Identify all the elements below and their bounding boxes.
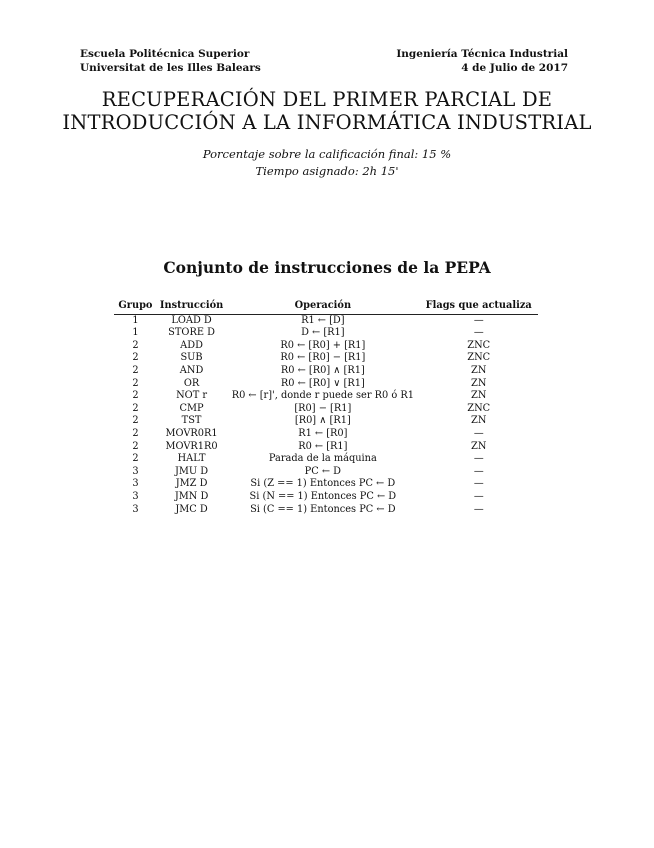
table-row [114, 466, 538, 479]
operation-cell: Parada de la máquina [268, 453, 377, 465]
instruction-cell: JMN D [174, 490, 209, 502]
table-row [114, 365, 538, 378]
group-cell: 1 [132, 314, 139, 326]
operation-cell: R0 ← [R0] − [R1] [280, 352, 366, 364]
flags-cell: — [473, 314, 484, 326]
operation-cell: Si (C == 1) Entonces PC ← D [250, 503, 396, 515]
table-row [114, 441, 538, 454]
table-row [114, 415, 538, 428]
university-name: Universitat de les Illes Balears [80, 62, 261, 74]
instruction-cell: NOT r [176, 390, 208, 402]
operation-cell: R0 ← [r]', donde r puede ser R0 ó R1 [231, 390, 414, 402]
table-row [114, 478, 538, 491]
flags-cell: ZN [471, 390, 487, 402]
column-header-operation: Operación [294, 300, 352, 311]
degree-name: Ingeniería Técnica Industrial [396, 48, 568, 60]
exam-title [0, 88, 654, 134]
table-row [114, 504, 538, 517]
group-cell: 2 [132, 364, 139, 376]
operation-cell: R0 ← [R1] [298, 440, 348, 452]
instruction-cell: JMC D [175, 503, 208, 515]
operation-cell: Si (Z == 1) Entonces PC ← D [250, 478, 396, 490]
group-cell: 2 [132, 415, 139, 427]
table-row [114, 314, 538, 327]
group-cell: 2 [132, 390, 139, 402]
instruction-cell: OR [183, 377, 200, 389]
instruction-cell: ADD [180, 339, 203, 351]
group-cell: 3 [132, 465, 139, 477]
exam-title-line1: RECUPERACIÓN DEL PRIMER PARCIAL DE [101, 88, 553, 111]
instruction-cell: TST [181, 415, 202, 427]
operation-cell: R0 ← [R0] ∨ [R1] [280, 377, 365, 389]
table-row [114, 403, 538, 416]
operation-cell: R0 ← [R0] ∧ [R1] [280, 364, 365, 376]
grade-percentage: Porcentaje sobre la calificación final: 15 % [202, 147, 452, 161]
flags-cell: — [473, 465, 484, 477]
table-row [114, 491, 538, 504]
table-row [114, 352, 538, 365]
flags-cell: — [473, 478, 484, 490]
flags-cell: ZNC [467, 352, 491, 364]
instruction-cell: CMP [179, 402, 204, 414]
header-right [396, 47, 568, 75]
flags-cell: — [473, 453, 484, 465]
operation-cell: [R0] ∧ [R1] [294, 415, 351, 427]
operation-cell: PC ← D [304, 465, 342, 477]
table-row [114, 428, 538, 441]
instruction-cell: HALT [177, 453, 206, 465]
operation-cell: [R0] − [R1] [294, 402, 352, 414]
school-name: Escuela Politécnica Superior [80, 48, 250, 60]
operation-cell: D ← [R1] [301, 327, 345, 339]
table-row [114, 453, 538, 466]
operation-cell: Si (N == 1) Entonces PC ← D [249, 490, 397, 502]
column-header-instruction: Instrucción [159, 300, 224, 311]
operation-cell: R1 ← [D] [301, 314, 345, 326]
table-row [114, 378, 538, 391]
flags-cell: ZN [471, 415, 487, 427]
table-row [114, 390, 538, 403]
header-left [80, 47, 261, 75]
instruction-cell: AND [179, 364, 204, 376]
section-title: Conjunto de instrucciones de la PEPA [163, 258, 491, 277]
operation-cell: R1 ← [R0] [298, 427, 348, 439]
instruction-cell: STORE D [168, 327, 215, 339]
flags-cell: ZNC [467, 402, 491, 414]
group-cell: 2 [132, 427, 139, 439]
table-row [114, 327, 538, 340]
flags-cell: ZN [471, 440, 487, 452]
flags-cell: ZN [471, 377, 487, 389]
group-cell: 3 [132, 503, 139, 515]
instruction-table-body [114, 314, 538, 516]
flags-cell: — [473, 490, 484, 502]
flags-cell: ZN [471, 364, 487, 376]
table-header-row [114, 300, 538, 314]
group-cell: 1 [132, 327, 139, 339]
table-row [114, 340, 538, 353]
operation-cell: R0 ← [R0] + [R1] [280, 339, 366, 351]
column-header-flags: Flags que actualiza [425, 300, 532, 311]
group-cell: 3 [132, 490, 139, 502]
instruction-cell: JMZ D [175, 478, 208, 490]
instruction-cell: LOAD D [171, 314, 212, 326]
group-cell: 2 [132, 440, 139, 452]
exam-info [0, 146, 654, 180]
group-cell: 2 [132, 377, 139, 389]
group-cell: 2 [132, 402, 139, 414]
group-cell: 2 [132, 453, 139, 465]
flags-cell: — [473, 327, 484, 339]
instruction-table [114, 300, 538, 516]
flags-cell: ZNC [467, 339, 491, 351]
exam-date: 4 de Julio de 2017 [461, 62, 568, 74]
flags-cell: — [473, 427, 484, 439]
flags-cell: — [473, 503, 484, 515]
instruction-cell: MOVR1R0 [165, 440, 218, 452]
time-allotted: Tiempo asignado: 2h 15' [255, 164, 399, 178]
exam-title-line2: INTRODUCCIÓN A LA INFORMÁTICA INDUSTRIAL [62, 111, 592, 134]
group-cell: 2 [132, 339, 139, 351]
instruction-cell: MOVR0R1 [165, 427, 218, 439]
column-header-group: Grupo [118, 300, 153, 311]
group-cell: 2 [132, 352, 139, 364]
instruction-cell: JMU D [174, 465, 209, 477]
group-cell: 3 [132, 478, 139, 490]
instruction-cell: SUB [180, 352, 203, 364]
